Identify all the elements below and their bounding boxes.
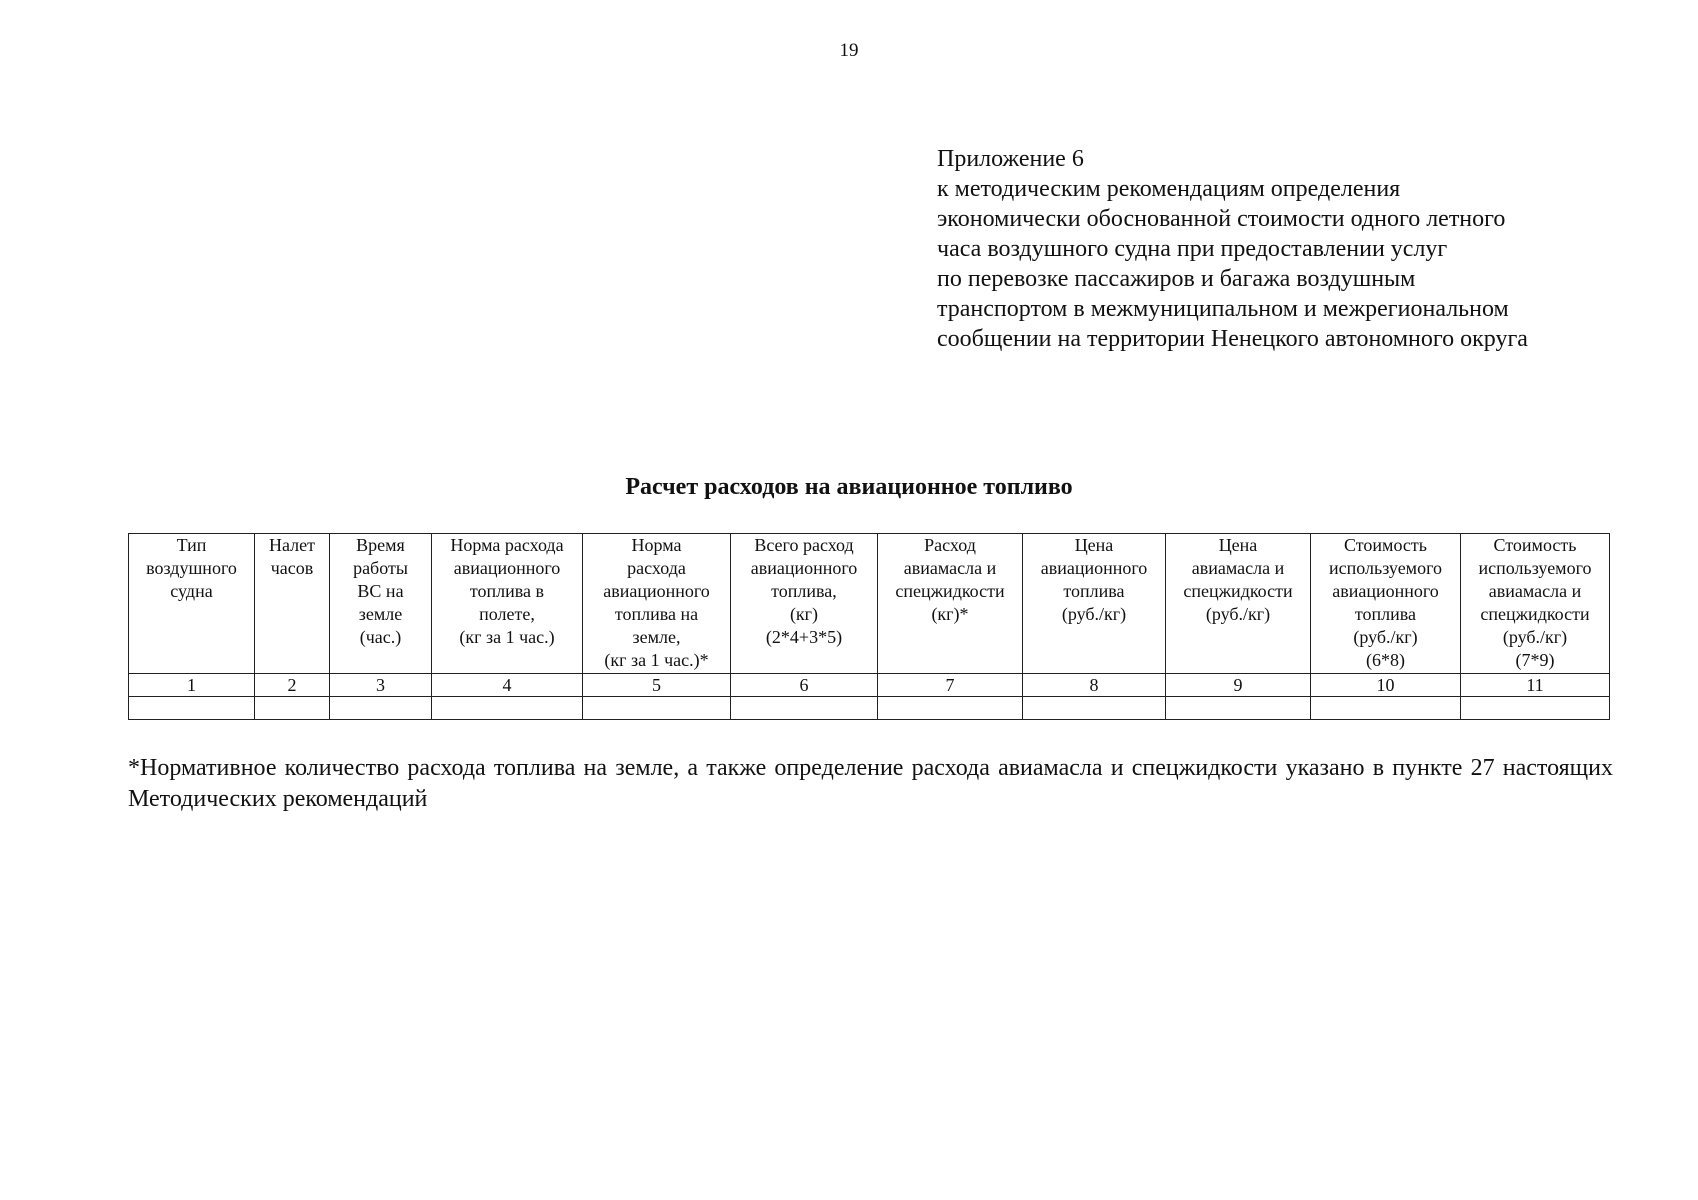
column-number-cell: 1 — [129, 674, 255, 697]
column-number-cell: 6 — [731, 674, 878, 697]
column-number-cell: 3 — [330, 674, 432, 697]
header-line: авиационного — [1332, 581, 1439, 601]
header-line: работы — [353, 558, 408, 578]
header-line: авиационного — [603, 581, 710, 601]
header-line: топлива на — [614, 604, 699, 624]
fuel-cost-table — [128, 533, 1610, 720]
data-cell — [1166, 697, 1311, 720]
header-line: спецжидкости — [1480, 604, 1590, 624]
column-number-cell: 4 — [432, 674, 583, 697]
header-cell — [432, 534, 583, 674]
header-line: авиамасла и — [1488, 581, 1582, 601]
page-number: 19 — [839, 40, 859, 61]
column-number-cell: 7 — [878, 674, 1023, 697]
header-line: используемого — [1478, 558, 1592, 578]
header-line: топлива, — [771, 581, 837, 601]
column-number-row — [129, 674, 1610, 697]
header-line: используемого — [1328, 558, 1443, 578]
footnote: *Нормативное количество расхода топлива на земле, а также определение расхода авиамасла и спецжидкости указано в пункте 27 настоящих Методических рекомендаций — [128, 755, 1613, 812]
data-cell — [583, 697, 731, 720]
header-cell — [1023, 534, 1166, 674]
header-line: (кг) — [789, 604, 819, 624]
header-line: воздушного — [146, 558, 237, 578]
header-line: судна — [170, 581, 213, 601]
header-line: (кг за 1 час.)* — [604, 650, 709, 670]
header-line: топлива — [1354, 604, 1417, 624]
header-line: спецжидкости — [895, 581, 1005, 601]
appendix-line: транспортом в межмуниципальном и межрегиональном — [937, 296, 1509, 322]
header-line: Цена — [1074, 535, 1114, 555]
header-line: Стоимость — [1344, 535, 1427, 555]
column-number-cell: 9 — [1166, 674, 1311, 697]
header-line: Норма — [631, 535, 682, 555]
data-cell — [129, 697, 255, 720]
header-line: авиационного — [750, 558, 858, 578]
header-cell — [255, 534, 330, 674]
header-line: земле — [358, 604, 403, 624]
appendix-line: сообщении на территории Ненецкого автономного округа — [937, 326, 1528, 352]
header-line: авиамасла и — [1191, 558, 1285, 578]
header-line: (кг)* — [931, 604, 969, 624]
header-line: Время — [356, 535, 405, 555]
header-line: (руб./кг) — [1205, 604, 1271, 624]
appendix-line: Приложение 6 — [937, 146, 1084, 172]
appendix-line: по перевозке пассажиров и багажа воздушным — [937, 266, 1416, 292]
header-cell — [1461, 534, 1610, 674]
header-line: (час.) — [359, 627, 402, 647]
header-line: (2*4+3*5) — [765, 627, 843, 647]
data-cell — [1311, 697, 1461, 720]
header-line: авиационного — [1040, 558, 1148, 578]
header-line: расхода — [627, 558, 686, 578]
appendix-line: часа воздушного судна при предоставлении услуг — [937, 236, 1448, 262]
header-line: (руб./кг) — [1502, 627, 1568, 647]
empty-data-row — [129, 697, 1610, 720]
header-line: (руб./кг) — [1061, 604, 1127, 624]
data-cell — [878, 697, 1023, 720]
header-line: земле, — [632, 627, 681, 647]
header-line: (кг за 1 час.) — [459, 627, 555, 647]
header-line: Налет — [269, 535, 315, 555]
data-cell — [330, 697, 432, 720]
header-line: топлива — [1063, 581, 1125, 601]
appendix-line: к методическим рекомендациям определения — [937, 176, 1401, 202]
header-cell — [583, 534, 731, 674]
data-cell — [255, 697, 330, 720]
header-line: (руб./кг) — [1353, 627, 1418, 647]
column-number-cell: 10 — [1311, 674, 1461, 697]
header-line: Норма расхода — [450, 535, 564, 555]
header-line: полете, — [479, 604, 535, 624]
table-title: Расчет расходов на авиационное топливо — [625, 474, 1073, 500]
data-cell — [1023, 697, 1166, 720]
header-line: авиамасла и — [903, 558, 997, 578]
header-cell — [1311, 534, 1461, 674]
header-line: Всего расход — [754, 535, 854, 555]
header-line: (7*9) — [1515, 650, 1555, 670]
column-number-cell: 2 — [255, 674, 330, 697]
header-line: Стоимость — [1493, 535, 1577, 555]
header-cell — [1166, 534, 1311, 674]
header-row — [129, 534, 1610, 674]
header-cell — [330, 534, 432, 674]
appendix-line: экономически обоснованной стоимости одного летного — [937, 206, 1506, 232]
header-cell — [731, 534, 878, 674]
header-line: Цена — [1218, 535, 1258, 555]
header-cell — [878, 534, 1023, 674]
header-line: ВС на — [357, 581, 404, 601]
column-number-cell: 11 — [1461, 674, 1610, 697]
data-cell — [432, 697, 583, 720]
header-cell — [129, 534, 255, 674]
column-number-cell: 5 — [583, 674, 731, 697]
header-line: топлива в — [469, 581, 545, 601]
header-line: Тип — [176, 535, 207, 555]
header-line: (6*8) — [1366, 650, 1405, 670]
header-line: авиационного — [453, 558, 561, 578]
header-line: часов — [270, 558, 314, 578]
data-cell — [1461, 697, 1610, 720]
appendix-header — [937, 144, 1637, 354]
data-cell — [731, 697, 878, 720]
column-number-cell: 8 — [1023, 674, 1166, 697]
header-line: Расход — [924, 535, 976, 555]
header-line: спецжидкости — [1183, 581, 1293, 601]
